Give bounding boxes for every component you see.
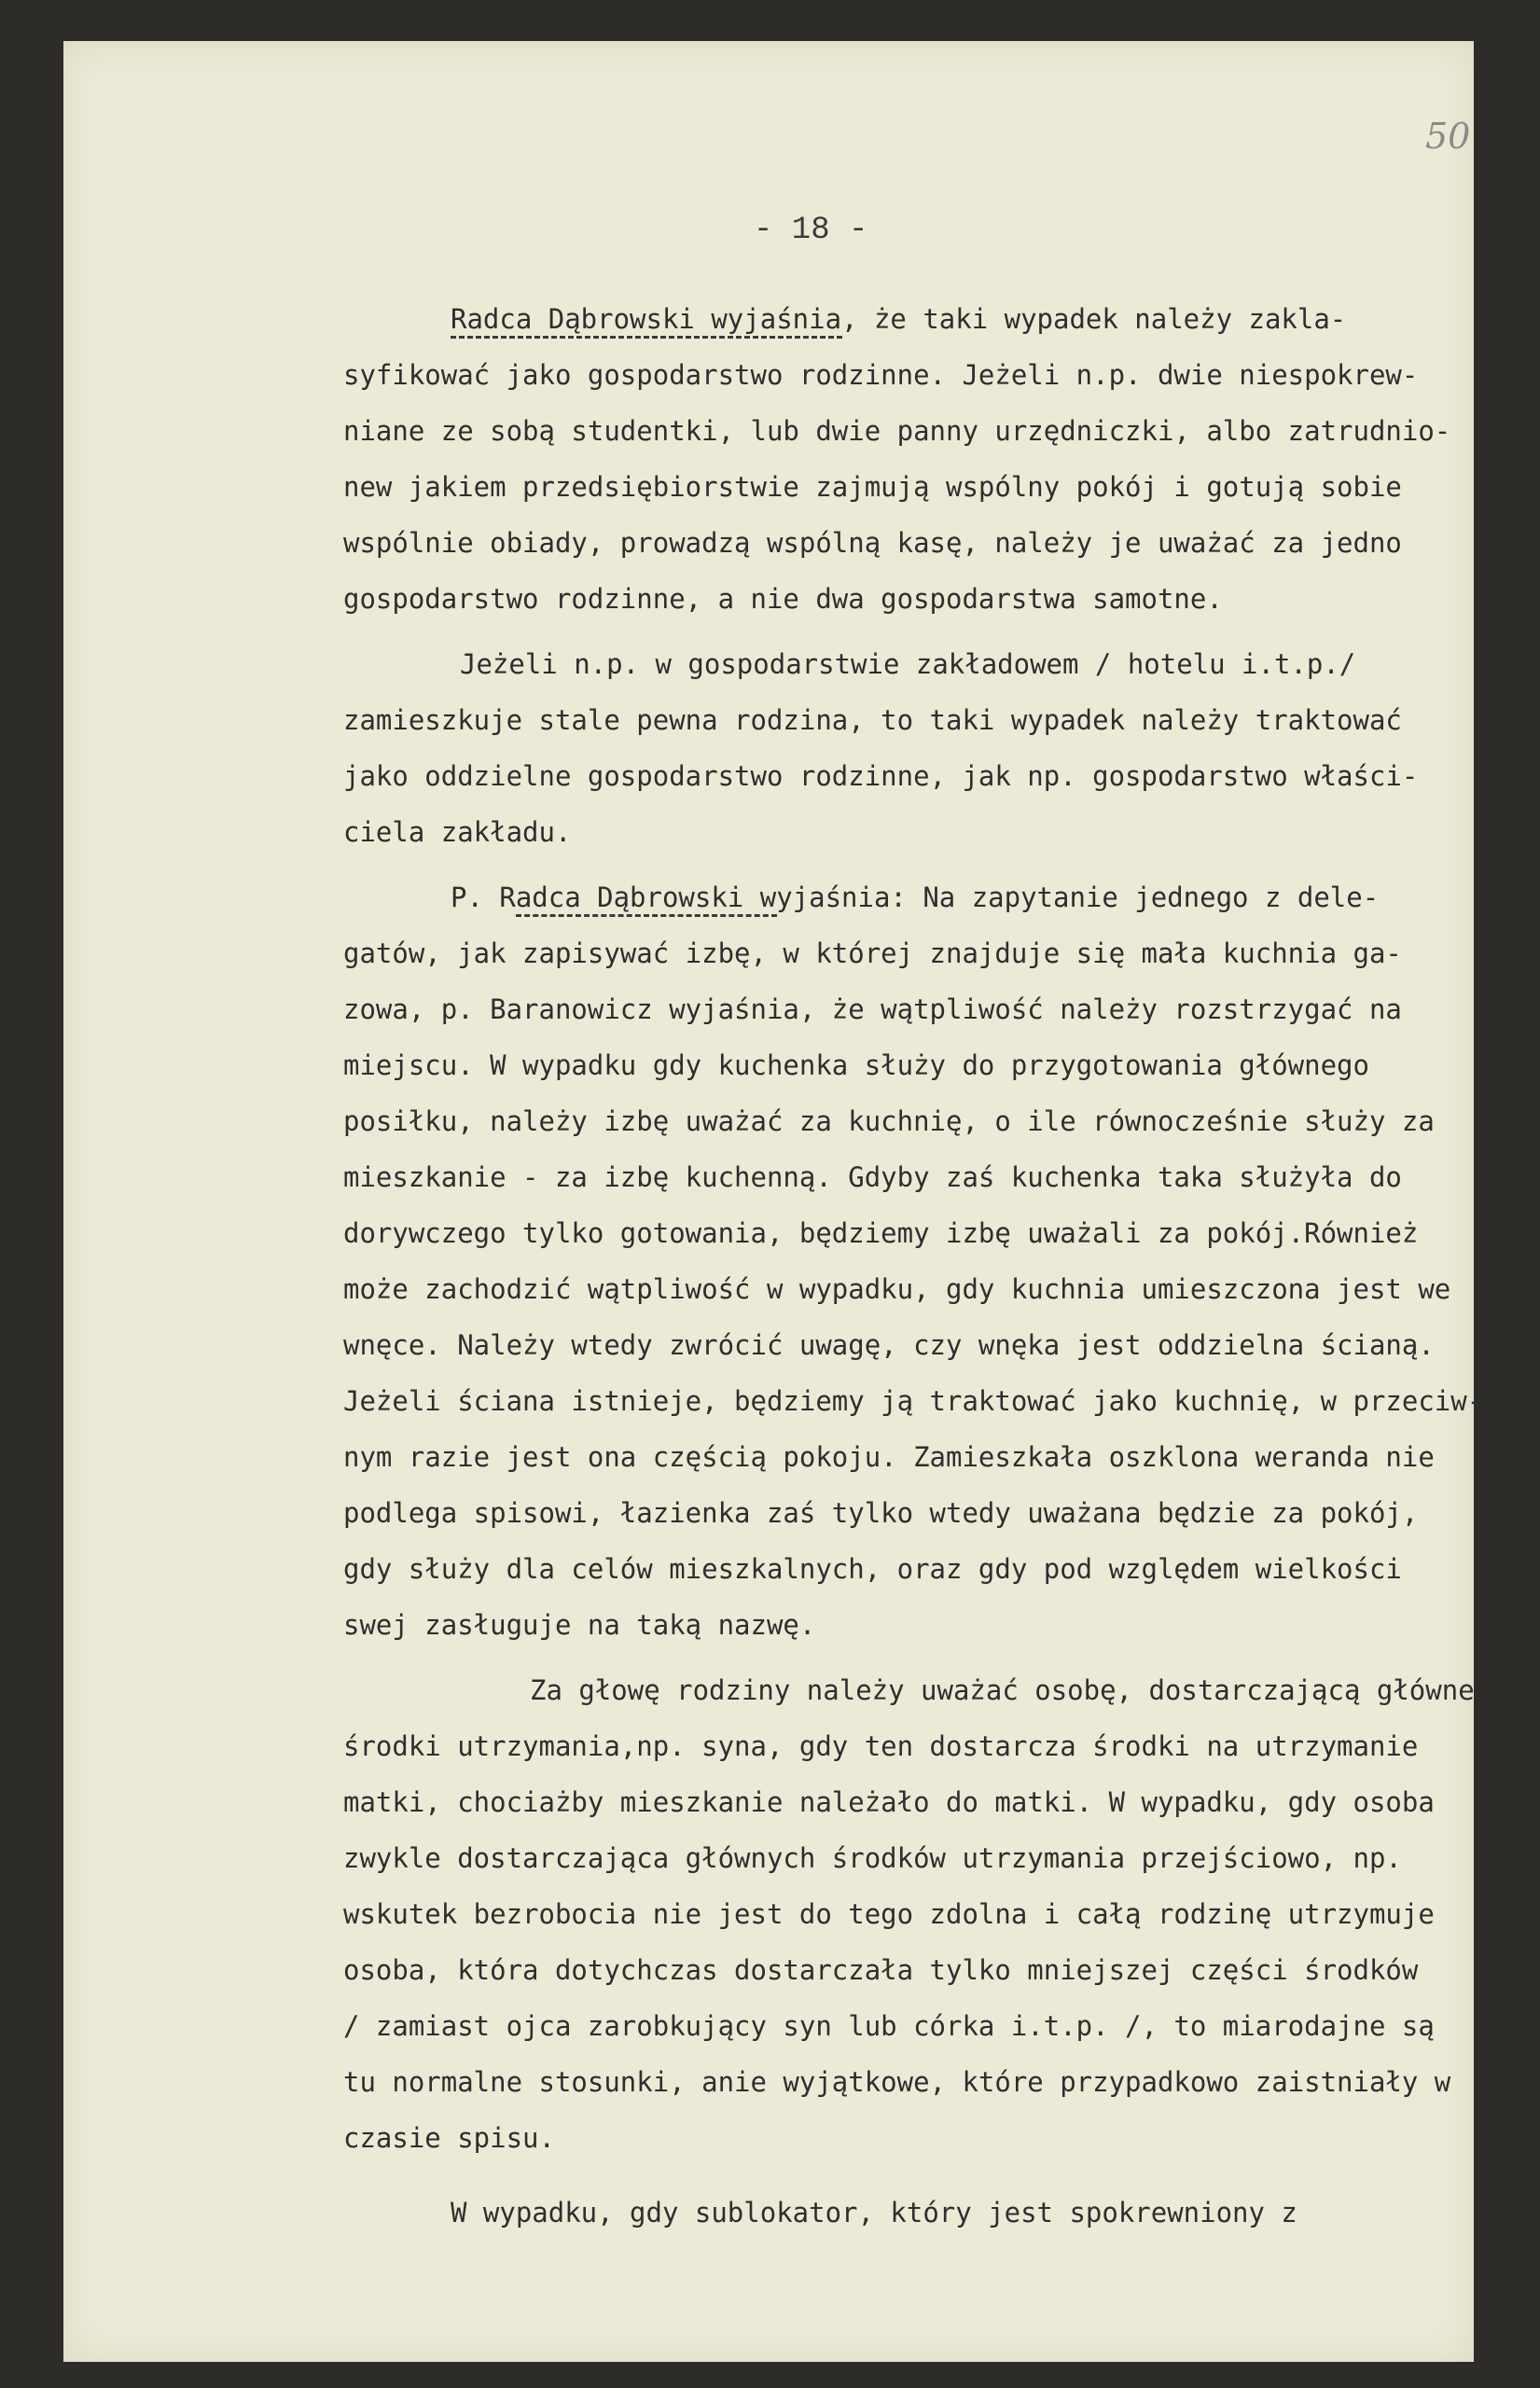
text-line: niane ze sobą studentki, lub dwie panny urzędniczki, albo zatrudnio- xyxy=(343,415,1451,447)
text-line: Radca Dąbrowski wyjaśnia, że taki wypadek należy zakla- xyxy=(451,303,1347,335)
folio-mark: 50 xyxy=(1425,116,1471,157)
text-line: mieszkanie - za izbę kuchenną. Gdyby zaś kuchenka taka służyła do xyxy=(343,1161,1402,1193)
text-line: P. Radca Dąbrowski wyjaśnia: Na zapytanie jednego z dele- xyxy=(451,882,1380,913)
text-line: dorywczego tylko gotowania, będziemy izbę uważali za pokój.Również xyxy=(343,1217,1419,1249)
text-line: wskutek bezrobocia nie jest do tego zdolna i całą rodzinę utrzymuje xyxy=(343,1898,1435,1930)
text-line: środki utrzymania,np. syna, gdy ten dostarcza środki na utrzymanie xyxy=(343,1730,1419,1762)
text-line: czasie spisu. xyxy=(343,2122,555,2154)
text-line: może zachodzić wątpliwość w wypadku, gdy kuchnia umieszczona jest we xyxy=(343,1273,1451,1305)
text-line: ciela zakładu. xyxy=(343,816,572,848)
dashed-underline xyxy=(451,336,842,339)
text-line: miejscu. W wypadku gdy kuchenka służy do przygotowania głównego xyxy=(343,1049,1369,1081)
text-line: osoba, która dotychczas dostarczała tylko mniejszej części środków xyxy=(343,1954,1419,1986)
text-line: new jakiem przedsiębiorstwie zajmują wspólny pokój i gotują sobie xyxy=(343,471,1402,503)
text-line: gdy służy dla celów mieszkalnych, oraz gdy pod względem wielkości xyxy=(343,1553,1402,1585)
text-line: Za głowę rodziny należy uważać osobę, dostarczającą główne xyxy=(530,1674,1475,1706)
text-line: matki, chociażby mieszkanie należało do matki. W wypadku, gdy osoba xyxy=(343,1786,1435,1818)
text-line: tu normalne stosunki, anie wyjątkowe, które przypadkowo zaistniały w xyxy=(343,2066,1451,2098)
text-line: gatów, jak zapisywać izbę, w której znajduje się mała kuchnia ga- xyxy=(343,937,1402,969)
text-line: syfikować jako gospodarstwo rodzinne. Jeżeli n.p. dwie niespokrew- xyxy=(343,359,1419,391)
text-line: posiłku, należy izbę uważać za kuchnię, o ile równocześnie służy za xyxy=(343,1105,1435,1137)
text-line: zamieszkuje stale pewna rodzina, to taki wypadek należy traktować xyxy=(343,704,1402,736)
page-number: - 18 - xyxy=(754,213,868,248)
text-line: nym razie jest ona częścią pokoju. Zamieszkała oszklona weranda nie xyxy=(343,1441,1435,1473)
text-line: Jeżeli ściana istnieje, będziemy ją traktować jako kuchnię, w przeciw- xyxy=(343,1385,1484,1417)
text-line: gospodarstwo rodzinne, a nie dwa gospodarstwa samotne. xyxy=(343,583,1223,615)
dashed-underline xyxy=(516,914,777,917)
text-line: podlega spisowi, łazienka zaś tylko wtedy uważana będzie za pokój, xyxy=(343,1497,1419,1529)
text-line: wnęce. Należy wtedy zwrócić uwagę, czy wnęka jest oddzielna ścianą. xyxy=(343,1329,1435,1361)
text-line: wspólnie obiady, prowadzą wspólną kasę, należy je uważać za jedno xyxy=(343,527,1402,559)
text-line: jako oddzielne gospodarstwo rodzinne, jak np. gospodarstwo właści- xyxy=(343,760,1419,792)
text-line: Jeżeli n.p. w gospodarstwie zakładowem / hotelu i.t.p./ xyxy=(460,648,1356,680)
text-line: W wypadku, gdy sublokator, który jest spokrewniony z xyxy=(451,2197,1297,2228)
text-line: zowa, p. Baranowicz wyjaśnia, że wątpliwość należy rozstrzygać na xyxy=(343,993,1402,1025)
text-line: / zamiast ojca zarobkujący syn lub córka i.t.p. /, to miarodajne są xyxy=(343,2010,1435,2042)
text-line: swej zasługuje na taką nazwę. xyxy=(343,1609,816,1641)
document-page xyxy=(63,41,1484,2362)
text-line: zwykle dostarczająca głównych środków utrzymania przejściowo, np. xyxy=(343,1842,1402,1874)
